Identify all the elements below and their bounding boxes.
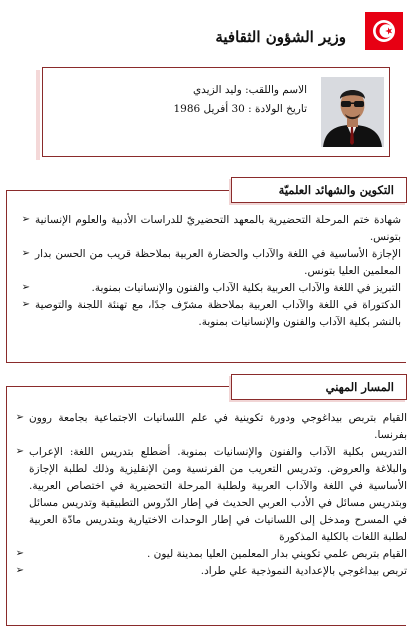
checkmark-arrow-icon: ➢ [21,282,30,293]
checkmark-arrow-icon: ➢ [15,548,24,559]
education-list [21,212,401,331]
bio-box-shadow [36,70,40,160]
minister-photo [321,77,384,147]
list-item-text: التبريز في اللغة والآداب العربية بكلية الآداب والفنون والإنسانيات بمنوبة. [91,282,401,294]
checkmark-arrow-icon: ➢ [21,248,30,259]
list-item [15,563,407,580]
list-item [21,246,401,280]
list-item [15,546,407,563]
checkmark-arrow-icon: ➢ [15,565,24,576]
list-item-text: الدكتوراة في اللغة والآداب العربية بملاحظة مشرّف جدًا، مع تهنئة اللجنة والتوصية بالنشر بكلية الآداب والفنون والإنسانيات بمنوبة. [35,299,401,328]
page-title: وزير الشؤون الثقافية [215,28,346,46]
list-item [15,444,407,546]
list-item [21,297,401,331]
checkmark-arrow-icon: ➢ [21,299,30,310]
list-item [21,280,401,297]
checkmark-arrow-icon: ➢ [21,214,30,225]
list-item-text: القيام بتربص علمي تكويني بدار المعلمين العليا بمدينة ليون . [146,548,407,560]
list-item-text: شهادة ختم المرحلة التحضيرية بالمعهد التحضيريّ للدراسات الأدبية والعلوم الإنسانية بتونس. [35,214,401,243]
bio-box [42,67,390,157]
tunisia-flag-icon [365,12,403,50]
career-list [15,410,407,580]
list-item-text: الإجازة الأساسية في اللغة والآداب والحضارة العربية بملاحظة قريب من الحسن بدار المعلمين العليا بتونس. [35,248,401,277]
checkmark-arrow-icon: ➢ [15,412,24,423]
list-item-text: القيام بتربص بيداغوجي ودورة تكوينية في علم اللسانيات الاجتماعية بجامعة روون بفرنسا. [29,412,407,441]
checkmark-arrow-icon: ➢ [15,446,24,457]
list-item-text: تربص بيداغوجي بالإعدادية النموذجية علي طراد. [200,565,407,577]
career-heading: المسار المهني [231,374,407,400]
bio-text [57,81,307,119]
list-item [21,212,401,246]
bio-name-line: الاسم واللقب: وليد الزيدي [192,84,307,96]
education-heading: التكوين والشهائد العلميّة [231,177,407,203]
bio-birth-line: تاريخ الولادة : 30 أفريل 1986 [173,103,307,115]
list-item-text: التدريس بكلية الآداب والفنون والإنسانيات بمنوبة. أضطلع بتدريس اللغة: الإعراب والبلاغة والعروض. وتدريس التعريب من الفرنسية ومن الإنقليزية وذلك لطلبة الإجازة الأساسية في اللغة والآداب العربية ولطلبة المرحلة التحضيرية في اختصاص العربية. وبتدريس مسائل في الأدب العربي الحديث في إطار الدّروس التطبيقية وتدريس مسائل في المسرح ومدخل إلى اللسانيات في إطار الوحدات الاختيارية وبتدريس مادّة العربية لطلبة اللغات بالكلية المذكورة [29,446,407,543]
list-item [15,410,407,444]
